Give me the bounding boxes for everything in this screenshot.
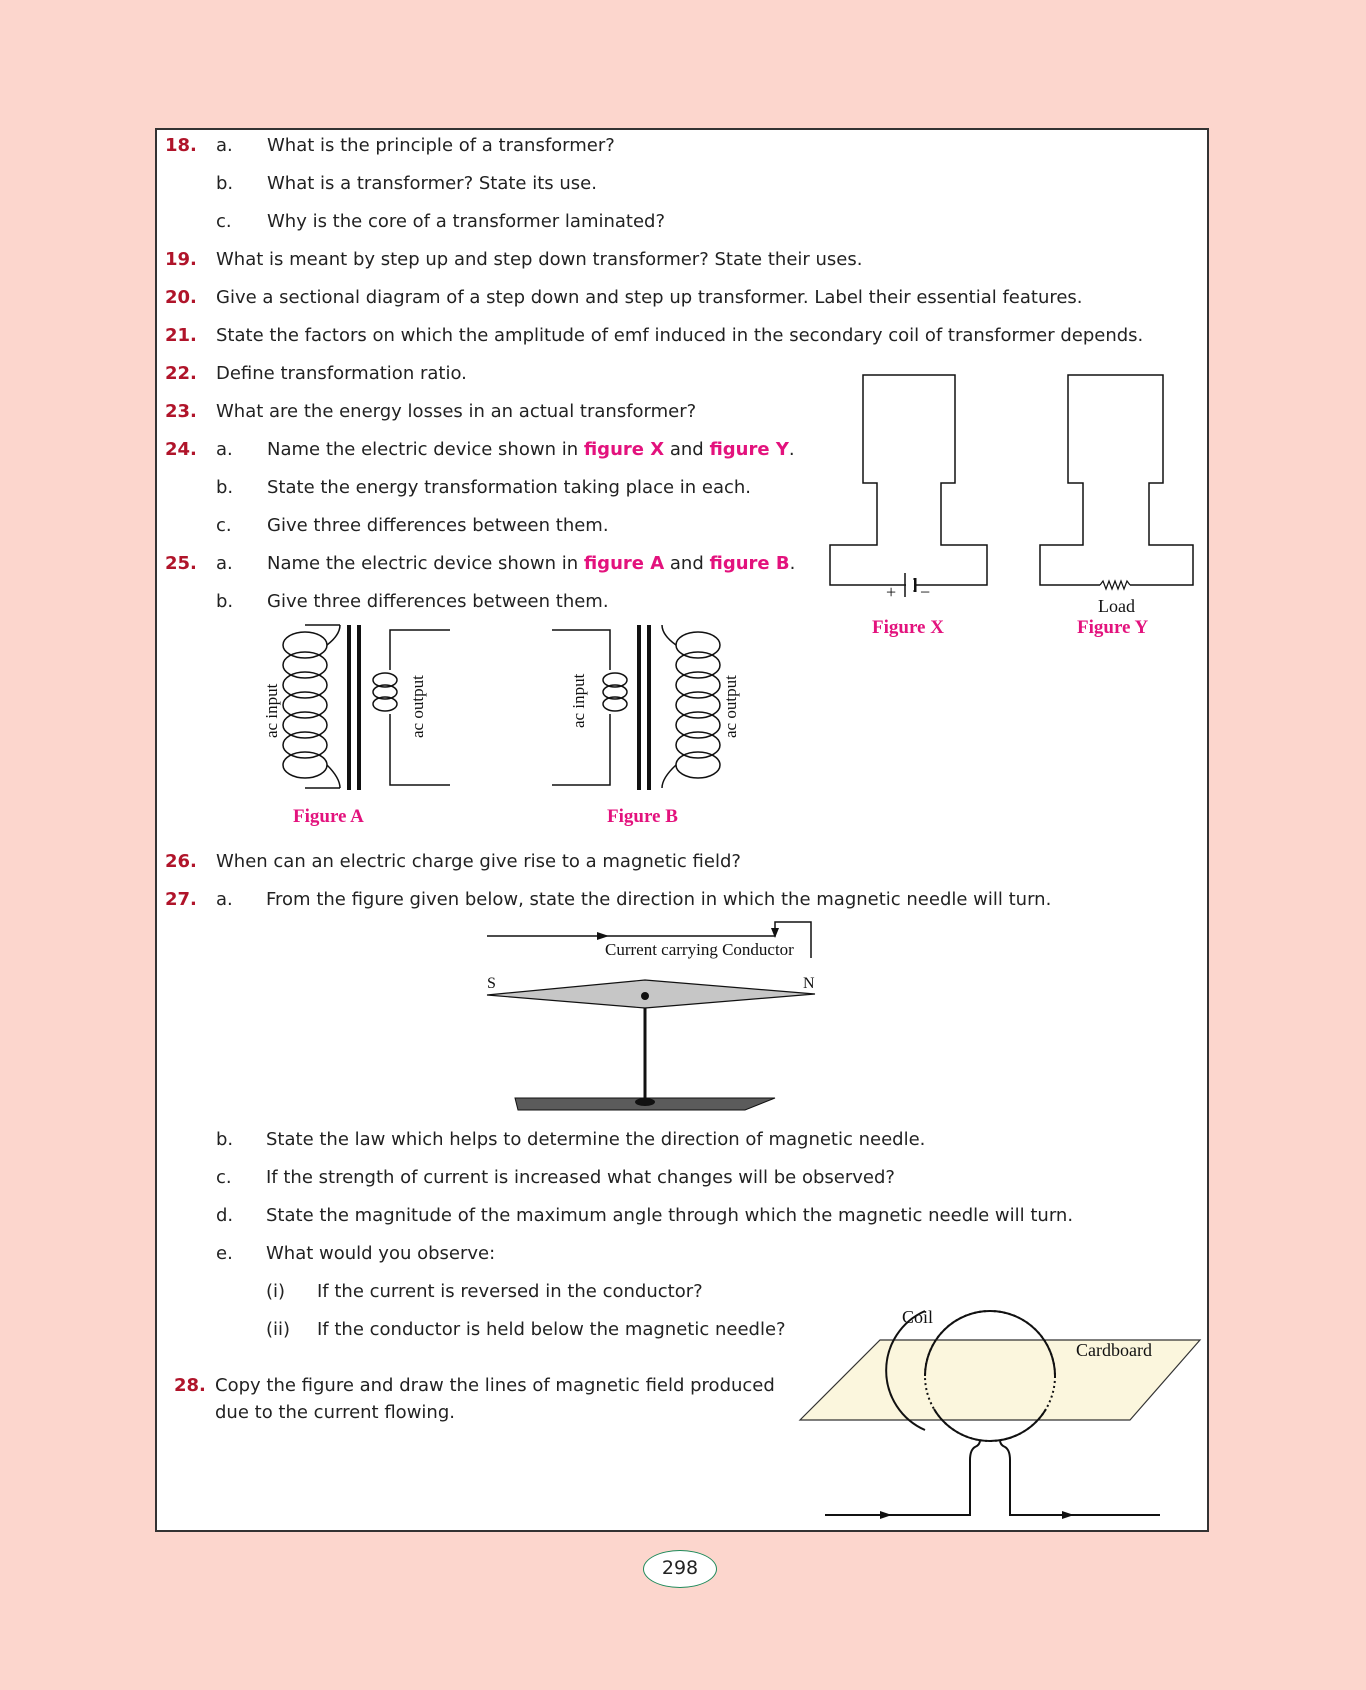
q23-number: 23. <box>165 401 197 422</box>
q24-a-post: . <box>788 439 795 460</box>
figure-x-caption: Figure X <box>872 617 944 638</box>
compass-diagram <box>485 920 820 1115</box>
q26-number: 26. <box>165 851 197 872</box>
q24-b-letter: b. <box>216 477 234 498</box>
q27-e-letter: e. <box>216 1243 233 1264</box>
q28-line1: Copy the figure and draw the lines of magnetic field produced <box>215 1375 775 1396</box>
north-label: N <box>803 975 815 992</box>
figure-x-diagram <box>830 375 1000 605</box>
figure-b-input: ac input <box>569 673 588 728</box>
q28-number: 28. <box>174 1375 206 1396</box>
q24-c-letter: c. <box>216 515 232 536</box>
q25-a-pre: Name the electric device shown in <box>267 553 584 574</box>
q28-line2: due to the current flowing. <box>215 1402 455 1423</box>
figure-a-output: ac output <box>408 675 427 738</box>
q25-a-mid: and <box>664 553 710 574</box>
q27-d: State the magnitude of the maximum angle through which the magnetic needle will turn. <box>266 1205 1074 1226</box>
figure-b-diagram <box>550 620 760 800</box>
q27-c: If the strength of current is increased what changes will be observed? <box>266 1167 895 1188</box>
q24-a-fig2: figure Y <box>709 439 789 460</box>
q24-a-fig1: figure X <box>583 439 665 460</box>
q24-a <box>267 438 795 462</box>
q27-number: 27. <box>165 889 197 910</box>
q27-c-letter: c. <box>216 1167 232 1188</box>
q27-e2-letter: (ii) <box>266 1319 291 1340</box>
q27-a: From the figure given below, state the direction in which the magnetic needle will turn. <box>266 889 1052 910</box>
figure-x-minus: − <box>920 582 931 602</box>
q27-b-letter: b. <box>216 1129 234 1150</box>
figure-y-caption: Figure Y <box>1077 617 1149 638</box>
q18-c-letter: c. <box>216 211 232 232</box>
coil-label: Coil <box>902 1307 934 1327</box>
south-label: S <box>487 975 496 992</box>
cardboard-label: Cardboard <box>1076 1340 1152 1360</box>
q23-text: What are the energy losses in an actual transformer? <box>216 401 697 422</box>
q18-a: What is the principle of a transformer? <box>267 135 615 156</box>
q18-b-letter: b. <box>216 173 234 194</box>
q18-b: What is a transformer? State its use. <box>267 173 597 194</box>
q21-number: 21. <box>165 325 197 346</box>
q27-e1: If the current is reversed in the conductor? <box>317 1281 703 1302</box>
q19-number: 19. <box>165 249 197 270</box>
figure-y-load: Load <box>1098 596 1135 616</box>
q26-text: When can an electric charge give rise to a magnetic field? <box>216 851 741 872</box>
q25-a <box>267 552 795 576</box>
q18 <box>165 134 197 158</box>
q27-b: State the law which helps to determine the direction of magnetic needle. <box>266 1129 926 1150</box>
q24-c: Give three differences between them. <box>267 515 609 536</box>
figure-a-input: ac input <box>262 683 281 738</box>
q22-number: 22. <box>165 363 197 384</box>
q24-a-pre: Name the electric device shown in <box>267 439 584 460</box>
q24-b: State the energy transformation taking place in each. <box>267 477 752 498</box>
q24-a-mid: and <box>664 439 710 460</box>
q25-number: 25. <box>165 553 197 574</box>
q27-d-letter: d. <box>216 1205 234 1226</box>
figure-b-caption: Figure B <box>607 806 678 827</box>
magnetic-needle <box>487 980 815 1008</box>
conductor-label: Current carrying Conductor <box>605 940 794 959</box>
figure-y-diagram <box>1040 375 1200 615</box>
q27-e2: If the conductor is held below the magnetic needle? <box>317 1319 786 1340</box>
q18-a-letter: a. <box>216 135 233 156</box>
q27-e: What would you observe: <box>266 1243 496 1264</box>
q19-text: What is meant by step up and step down transformer? State their uses. <box>216 249 863 270</box>
figure-a-diagram <box>255 620 465 800</box>
q25-a-fig1: figure A <box>583 553 665 574</box>
q25-a-fig2: figure B <box>709 553 790 574</box>
coil-diagram <box>800 1305 1205 1527</box>
q27-e1-letter: (i) <box>266 1281 286 1302</box>
q18-number: 18. <box>165 135 197 156</box>
q24-number: 24. <box>165 439 197 460</box>
q27-a-letter: a. <box>216 889 233 910</box>
page-number: 298 <box>643 1550 717 1588</box>
q25-a-letter: a. <box>216 553 233 574</box>
q20-text: Give a sectional diagram of a step down and step up transformer. Label their essential features. <box>216 287 1083 308</box>
q25-a-post: . <box>789 553 796 574</box>
figure-x-plus: + <box>886 582 897 602</box>
q21-text: State the factors on which the amplitude of emf induced in the secondary coil of transformer depends. <box>216 325 1144 346</box>
figure-a-caption: Figure A <box>293 806 364 827</box>
q22-text: Define transformation ratio. <box>216 363 467 384</box>
q25-b-letter: b. <box>216 591 234 612</box>
q25-b: Give three differences between them. <box>267 591 609 612</box>
q18-c: Why is the core of a transformer laminated? <box>267 211 666 232</box>
q20-number: 20. <box>165 287 197 308</box>
q24-a-letter: a. <box>216 439 233 460</box>
figure-b-output: ac output <box>721 675 740 738</box>
